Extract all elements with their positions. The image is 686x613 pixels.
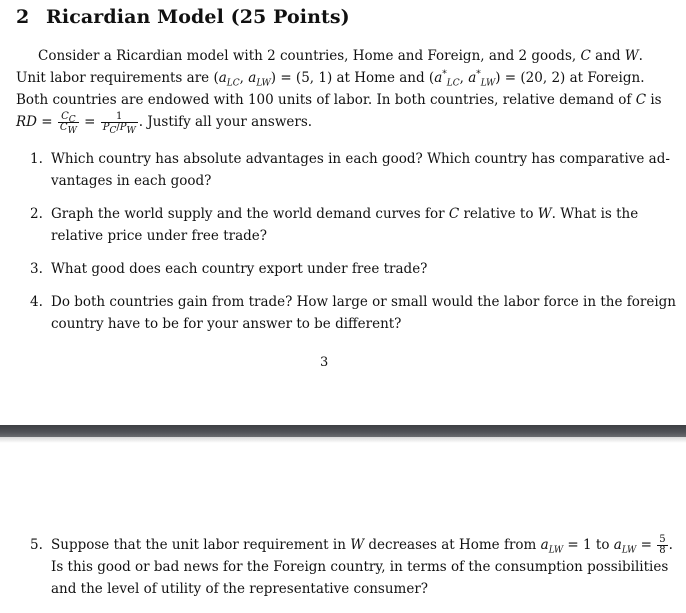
page-bottom (0, 443, 686, 613)
intro-line-3: Both countries are endowed with 100 units of labor. In both countries, relative demand of C is (16, 92, 662, 108)
question-line: country have to be for your answer to be different? (51, 316, 402, 332)
section-heading (16, 6, 350, 28)
section-number: 2 (16, 6, 30, 28)
question-line: relative price under free trade? (51, 228, 267, 244)
question-line: Do both countries gain from trade? How large or small would the labor force in the foreign (51, 294, 676, 310)
question-number: 5. (30, 537, 43, 553)
question-number: 4. (30, 294, 43, 310)
page-number: 3 (320, 355, 329, 370)
question-line: and the level of utility of the representative consumer? (51, 581, 429, 597)
question-line: vantages in each good? (51, 173, 212, 189)
question-line: What good does each country export under free trade? (51, 261, 428, 277)
section-title: Ricardian Model (25 Points) (46, 6, 350, 28)
question-number: 3. (30, 261, 43, 277)
page-separator (0, 425, 686, 437)
intro-line-4: RD = $\frac{C_C}{C_W}$ = $\frac{1}{P_C/P_W}$ . Justify all your answers. (16, 111, 313, 136)
question-number: 2. (30, 206, 43, 222)
intro-line-1: Consider a Ricardian model with 2 countries, Home and Foreign, and 2 goods, C and W. (38, 48, 643, 64)
question-number: 1. (30, 151, 43, 167)
question-line: Is this good or bad news for the Foreign country, in terms of the consumption possibilities (51, 559, 669, 575)
question-line: Suppose that the unit labor requirement in W decreases at Home from $a_{LW} = 1$ to $a_{LW}$ = $\frac{5}{8}$ . (51, 534, 673, 556)
question-line: Which country has absolute advantages in each good? Which country has comparative ad- (51, 151, 670, 167)
intro-paragraph (16, 45, 662, 136)
question-line: Graph the world supply and the world demand curves for C relative to W. What is the (51, 206, 639, 222)
intro-line-2: Unit labor requirements are ($a_{LC}$, $a_{LW}) = (5$, 1) at Home and ($a^*_{LC}$, $a^*_{LW}) = (20$, 2) at Foreign. (16, 69, 645, 89)
